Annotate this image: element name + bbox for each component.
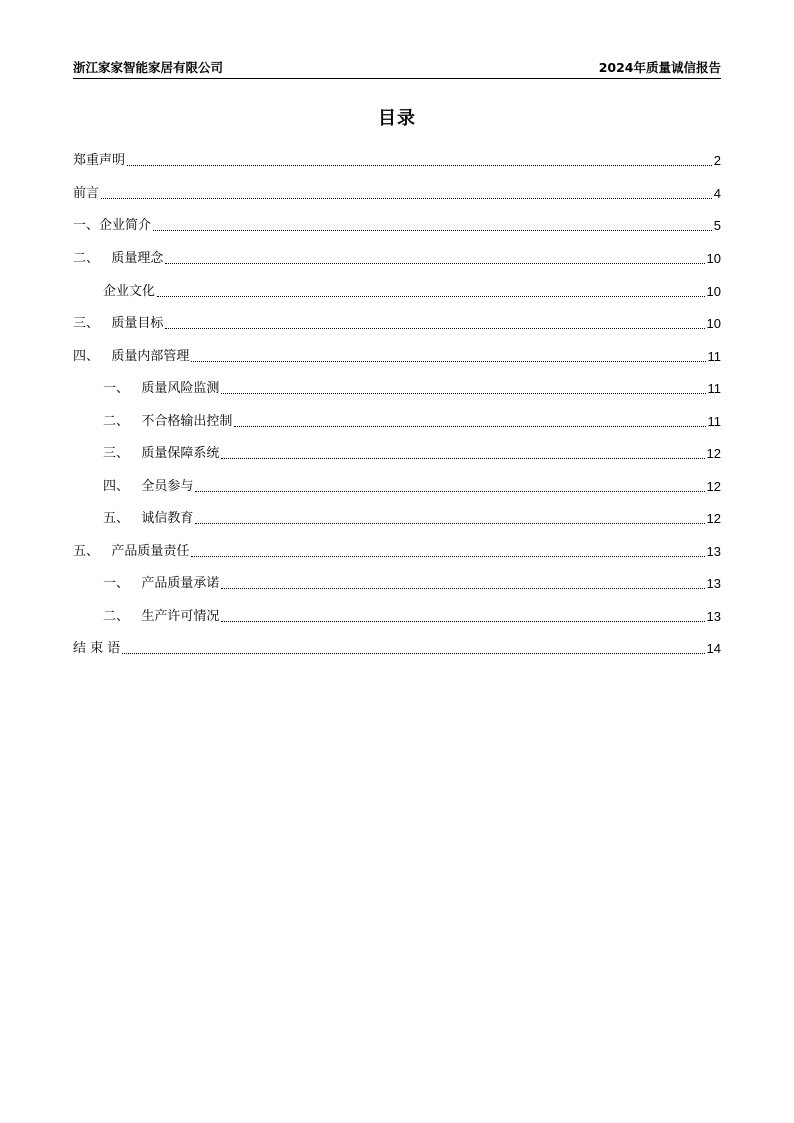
toc-entry-page: 10 (706, 316, 721, 331)
toc-entry-page: 2 (713, 153, 721, 168)
toc-leader (195, 491, 704, 492)
toc-entry-number: 五、 (103, 511, 142, 526)
toc-entry-label: 企业文化 (103, 284, 156, 299)
toc-entry[interactable] (73, 342, 721, 366)
toc-entry[interactable] (73, 569, 721, 593)
toc-entry[interactable] (73, 309, 721, 333)
toc-leader (191, 556, 704, 557)
toc-entry-label: 前言 (73, 186, 100, 201)
toc-leader (221, 393, 705, 394)
toc-entry[interactable] (73, 634, 721, 658)
toc-entry-label: 质量风险监测 (141, 381, 220, 396)
toc-leader (153, 230, 712, 231)
toc-entry-label: 生产许可情况 (141, 609, 220, 624)
toc-leader (165, 328, 704, 329)
toc-entry-number: 二、 (73, 251, 112, 266)
toc-entry-number: 三、 (73, 316, 112, 331)
toc-leader (221, 588, 704, 589)
toc-entry-label: 企业简介 (99, 218, 152, 233)
toc-entry[interactable] (73, 179, 721, 203)
toc-entry-label: 全员参与 (141, 479, 194, 494)
toc-entry-label: 产品质量承诺 (141, 576, 220, 591)
toc-entry-label: 质量理念 (111, 251, 164, 266)
toc-entry-label: 结 束 语 (73, 641, 121, 656)
toc-entry-label: 诚信教育 (141, 511, 194, 526)
toc-entry-page: 13 (706, 609, 721, 624)
page-title: 目录 (378, 108, 416, 129)
toc-entry-label: 郑重声明 (73, 153, 126, 168)
toc-leader (157, 296, 705, 297)
toc-entry-page: 11 (707, 349, 721, 364)
toc-entry-number: 一、 (103, 576, 142, 591)
toc-leader (195, 523, 704, 524)
toc-leader (122, 653, 704, 654)
toc-leader (165, 263, 704, 264)
toc-entry-page: 13 (706, 576, 721, 591)
toc-entry-label: 质量内部管理 (111, 349, 190, 364)
toc-entry-page: 11 (707, 414, 721, 429)
toc-leader (221, 458, 704, 459)
toc-entry[interactable] (73, 407, 721, 431)
toc-entry-page: 11 (707, 381, 721, 396)
toc-entry-label: 质量目标 (111, 316, 164, 331)
toc-entry-number: 一、 (103, 381, 142, 396)
toc-entry-label: 质量保障系统 (141, 446, 220, 461)
toc-entry[interactable] (73, 504, 721, 528)
toc-entry[interactable] (73, 146, 721, 170)
toc-entry-number: 二、 (103, 609, 142, 624)
toc-entry[interactable] (73, 537, 721, 561)
toc-entry-page: 4 (713, 186, 721, 201)
toc-entry[interactable] (73, 277, 721, 301)
toc-entry[interactable] (73, 211, 721, 235)
toc-entry-page: 10 (706, 251, 721, 266)
toc-entry-number: 四、 (103, 479, 142, 494)
toc-leader (127, 165, 712, 166)
toc-entry-number: 五、 (73, 544, 112, 559)
toc-entry-page: 13 (706, 544, 721, 559)
toc-leader (221, 621, 704, 622)
toc-entry-label: 不合格输出控制 (141, 414, 233, 429)
toc-entry-page: 5 (713, 218, 721, 233)
toc-entry[interactable] (73, 602, 721, 626)
toc-entry[interactable] (73, 472, 721, 496)
toc-entry-number: 一、 (73, 218, 100, 233)
header-report-title: 2024年质量诚信报告 (598, 60, 721, 75)
toc-entry-page: 12 (706, 446, 721, 461)
page-header (73, 56, 721, 79)
header-company: 浙江家家智能家居有限公司 (73, 60, 224, 75)
toc-entry-page: 10 (706, 284, 721, 299)
toc-leader (234, 426, 705, 427)
toc-entry[interactable] (73, 439, 721, 463)
toc-entry-page: 14 (706, 641, 721, 656)
toc-entry-number: 四、 (73, 349, 112, 364)
toc-entry-page: 12 (706, 511, 721, 526)
toc-entry[interactable] (73, 244, 721, 268)
toc-leader (191, 361, 705, 362)
toc-entry-number: 二、 (103, 414, 142, 429)
toc-entry-number: 三、 (103, 446, 142, 461)
toc-entry[interactable] (73, 374, 721, 398)
toc-entry-label: 产品质量责任 (111, 544, 190, 559)
toc-leader (101, 198, 712, 199)
toc-entry-page: 12 (706, 479, 721, 494)
